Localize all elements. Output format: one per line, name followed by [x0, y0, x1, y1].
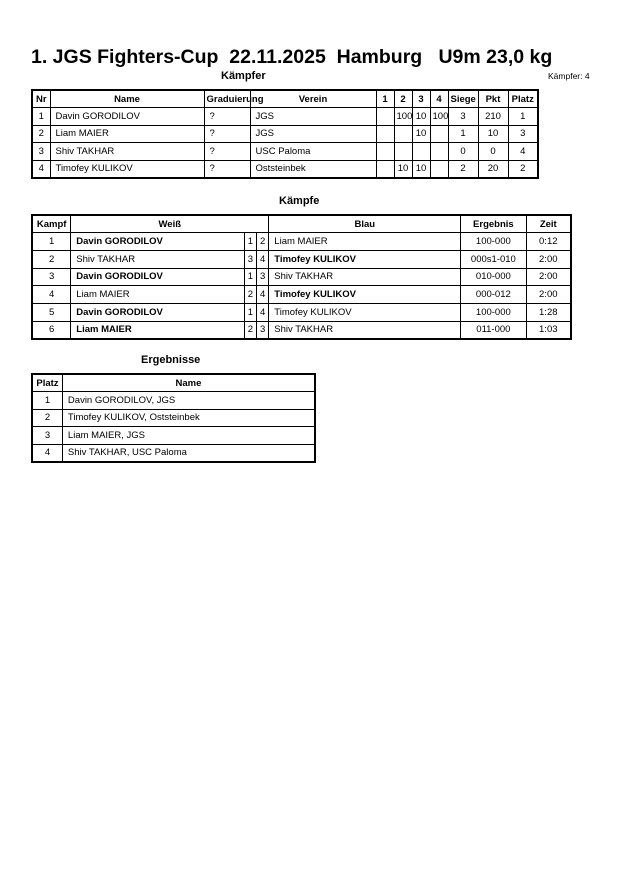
table-cell: JGS [250, 125, 376, 143]
table-cell: USC Paloma [250, 143, 376, 161]
table-cell: 1 [244, 303, 256, 321]
table-cell: 2 [32, 125, 50, 143]
table-cell: 2 [244, 286, 256, 304]
table-row [32, 268, 571, 286]
table-cell: 1 [32, 392, 62, 410]
table-cell: 011-000 [461, 321, 526, 339]
table-row [32, 125, 538, 143]
table-cell: 0 [448, 143, 478, 161]
table-cell: 2 [448, 160, 478, 178]
column-header: 3 [412, 90, 430, 108]
table-cell: Liam MAIER [71, 286, 245, 304]
table-cell [430, 160, 448, 178]
column-header: Platz [32, 374, 62, 392]
table-cell: 1 [244, 233, 256, 251]
table-cell: 4 [257, 286, 269, 304]
table-cell: 0:12 [526, 233, 571, 251]
table-cell: Liam MAIER [50, 125, 204, 143]
table-row [32, 160, 538, 178]
table-cell: Davin GORODILOV [50, 108, 204, 126]
table-cell: ? [204, 108, 250, 126]
column-header: Weiß [71, 215, 269, 233]
table-cell: 100 [430, 108, 448, 126]
table-cell [376, 143, 394, 161]
column-header: Pkt [478, 90, 508, 108]
column-header: Ergebnis [461, 215, 526, 233]
table-cell: 100 [394, 108, 412, 126]
table-cell: 1:28 [526, 303, 571, 321]
table-cell: Timofey KULIKOV [269, 250, 461, 268]
table-cell: 6 [32, 321, 71, 339]
table-row [32, 108, 538, 126]
table-cell [376, 108, 394, 126]
column-header: Blau [269, 215, 461, 233]
column-header: Name [50, 90, 204, 108]
table-cell: 2 [508, 160, 538, 178]
column-header: 1 [376, 90, 394, 108]
table-cell: 2:00 [526, 286, 571, 304]
table-cell: Shiv TAKHAR, USC Paloma [62, 444, 315, 462]
table-cell: 5 [32, 303, 71, 321]
table-cell: Liam MAIER [269, 233, 461, 251]
column-header: 4 [430, 90, 448, 108]
fighters-header-row [32, 90, 538, 108]
table-cell: 20 [478, 160, 508, 178]
table-cell: Timofey KULIKOV [269, 286, 461, 304]
table-cell: 4 [32, 160, 50, 178]
table-cell: 10 [412, 108, 430, 126]
results-header-row [32, 374, 315, 392]
table-cell: JGS [250, 108, 376, 126]
table-cell: 210 [478, 108, 508, 126]
fighters-table [31, 89, 539, 179]
table-row [32, 409, 315, 427]
table-cell: 2:00 [526, 250, 571, 268]
table-cell: ? [204, 125, 250, 143]
table-cell: 3 [448, 108, 478, 126]
fights-heading: Kämpfe [279, 195, 320, 207]
table-cell: Shiv TAKHAR [269, 268, 461, 286]
table-cell: 10 [394, 160, 412, 178]
table-cell: 000s1-010 [461, 250, 526, 268]
table-cell: Timofey KULIKOV [269, 303, 461, 321]
column-header: Name [62, 374, 315, 392]
table-cell: 1 [508, 108, 538, 126]
table-cell: Timofey KULIKOV, Oststeinbek [62, 409, 315, 427]
table-cell: 4 [32, 286, 71, 304]
table-cell [394, 125, 412, 143]
table-cell: 4 [32, 444, 62, 462]
table-row [32, 392, 315, 410]
column-header: Verein [250, 90, 376, 108]
table-row [32, 321, 571, 339]
table-cell: 3 [32, 143, 50, 161]
table-cell: 2 [257, 233, 269, 251]
fighters-count: Kämpfer: 4 [548, 71, 590, 81]
table-cell: 1 [32, 233, 71, 251]
table-cell: 3 [244, 250, 256, 268]
fighters-heading: Kämpfer [221, 70, 266, 82]
table-row [32, 427, 315, 445]
table-cell: 1 [448, 125, 478, 143]
column-header: Kampf [32, 215, 71, 233]
table-cell: Shiv TAKHAR [71, 250, 245, 268]
table-cell: 2 [32, 409, 62, 427]
table-cell: 000-012 [461, 286, 526, 304]
table-cell: 10 [412, 160, 430, 178]
table-cell: 2 [244, 321, 256, 339]
fights-header-row [32, 215, 571, 233]
page-title: 1. JGS Fighters-Cup 22.11.2025 Hamburg U9m 23,0 kg [31, 46, 553, 68]
table-cell: Timofey KULIKOV [50, 160, 204, 178]
table-cell: 10 [478, 125, 508, 143]
table-cell: 4 [508, 143, 538, 161]
column-header: Nr [32, 90, 50, 108]
results-table [31, 373, 316, 463]
table-cell: 100-000 [461, 303, 526, 321]
table-row [32, 303, 571, 321]
table-cell: 2 [32, 250, 71, 268]
column-header: 2 [394, 90, 412, 108]
table-cell: 3 [257, 268, 269, 286]
table-cell: Davin GORODILOV [71, 268, 245, 286]
table-cell: 100-000 [461, 233, 526, 251]
table-cell: Davin GORODILOV [71, 303, 245, 321]
table-cell: Liam MAIER [71, 321, 245, 339]
table-row [32, 286, 571, 304]
table-cell: 1 [32, 108, 50, 126]
table-cell [376, 160, 394, 178]
table-cell: 4 [257, 250, 269, 268]
results-heading: Ergebnisse [141, 354, 201, 366]
table-cell: 10 [412, 125, 430, 143]
table-cell: 3 [32, 268, 71, 286]
column-header: Graduierung [204, 90, 250, 108]
table-cell: Shiv TAKHAR [50, 143, 204, 161]
table-cell: Oststeinbek [250, 160, 376, 178]
table-cell [430, 143, 448, 161]
column-header: Zeit [526, 215, 571, 233]
table-cell [376, 125, 394, 143]
table-cell [430, 125, 448, 143]
table-cell: 3 [257, 321, 269, 339]
fights-table [31, 214, 572, 340]
table-cell: Davin GORODILOV [71, 233, 245, 251]
table-cell: 1 [244, 268, 256, 286]
column-header: Siege [448, 90, 478, 108]
table-row [32, 444, 315, 462]
column-header: Platz [508, 90, 538, 108]
table-row [32, 233, 571, 251]
table-cell: ? [204, 160, 250, 178]
table-cell: 4 [257, 303, 269, 321]
table-row [32, 143, 538, 161]
table-cell: 1:03 [526, 321, 571, 339]
table-cell: Davin GORODILOV, JGS [62, 392, 315, 410]
table-cell: 010-000 [461, 268, 526, 286]
table-cell: Liam MAIER, JGS [62, 427, 315, 445]
table-cell: 3 [508, 125, 538, 143]
table-cell: 2:00 [526, 268, 571, 286]
table-cell: ? [204, 143, 250, 161]
table-cell: Shiv TAKHAR [269, 321, 461, 339]
table-cell: 0 [478, 143, 508, 161]
table-cell [412, 143, 430, 161]
table-row [32, 250, 571, 268]
table-cell [394, 143, 412, 161]
table-cell: 3 [32, 427, 62, 445]
